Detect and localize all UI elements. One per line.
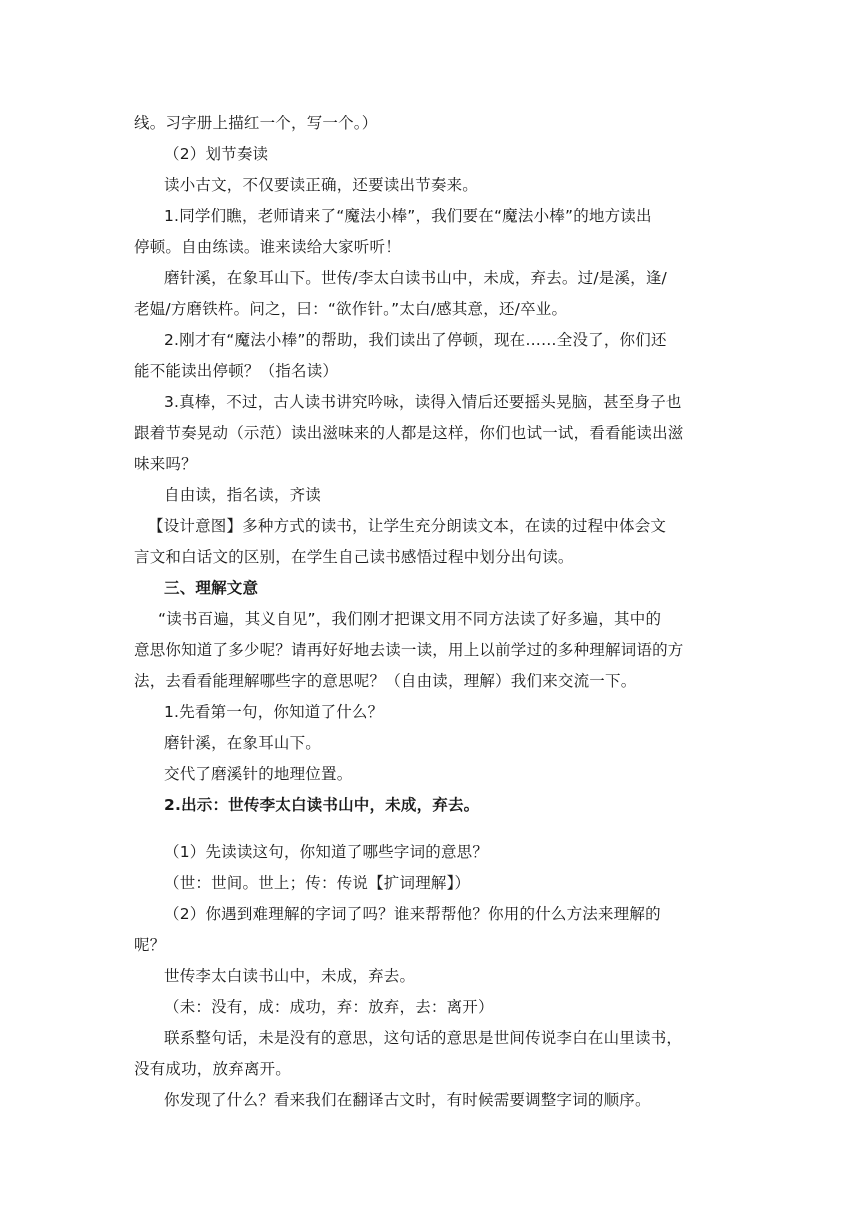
text-line: （2）划节奏读 (164, 145, 269, 163)
text-line: （1）先读读这句，你知道了哪些字词的意思？ (164, 843, 489, 861)
text-line: 1.先看第一句，你知道了什么？ (164, 703, 384, 721)
text-line: 交代了磨溪针的地理位置。 (164, 765, 353, 783)
text-line: 【设计意图】多种方式的读书，让学生充分朗读文本，在读的过程中体会文 (148, 517, 667, 535)
text-line: 味来吗？ (134, 455, 197, 473)
text-line: 联系整句话，未是没有的意思，这句话的意思是世间传说李白在山里读书， (164, 1029, 683, 1047)
text-line: 没有成功，放弃离开。 (134, 1060, 292, 1078)
text-line-bold: 2.出示：世传李太白读书山中，未成，弃去。 (164, 796, 480, 814)
text-line: 呢？ (134, 936, 166, 954)
text-line: 跟着节奏晃动（示范）读出滋味来的人都是这样，你们也试一试，看看能读出滋 (134, 424, 684, 442)
text-line: 自由读，指名读，齐读 (164, 486, 322, 504)
text-line: 意思你知道了多少呢？请再好好地去读一读，用上以前学过的多种理解词语的方 (134, 641, 684, 659)
text-line: 世传李太白读书山中，未成，弃去。 (164, 967, 416, 985)
section-heading: 三、理解文意 (164, 579, 259, 597)
text-line: （2）你遇到难理解的字词了吗？谁来帮帮他？你用的什么方法来理解的 (164, 905, 661, 923)
text-line: （世：世间。世上；传：传说【扩词理解】） (164, 874, 471, 892)
text-line: 你发现了什么？看来我们在翻译古文时，有时候需要调整字词的顺序。 (164, 1091, 651, 1109)
text-line: 老媪/方磨铁杵。问之，曰：“欲作针。”太白/感其意，还/卒业。 (134, 300, 568, 318)
text-line: “读书百遍，其义自见”，我们刚才把课文用不同方法读了好多遍，其中的 (158, 610, 662, 628)
text-line: 3.真棒，不过，古人读书讲究吟咏，读得入情后还要摇头晃脑，甚至身子也 (164, 393, 682, 411)
text-line: 法，去看看能理解哪些字的意思呢？（自由读，理解）我们来交流一下。 (134, 672, 637, 690)
text-line: 磨针溪，在象耳山下。世传/李太白读书山中，未成，弃去。过/是溪，逢/ (164, 269, 667, 287)
text-line: 言文和白话文的区别，在学生自己读书感悟过程中划分出句读。 (134, 548, 574, 566)
text-line: 磨针溪，在象耳山下。 (164, 734, 322, 752)
text-line: 读小古文，不仅要读正确，还要读出节奏来。 (164, 176, 479, 194)
text-line: 停顿。自由练读。谁来读给大家听听！ (134, 238, 401, 256)
text-line: 能不能读出停顿？（指名读） (134, 362, 339, 380)
text-line: 2.刚才有“魔法小棒”的帮助，我们读出了停顿，现在……全没了，你们还 (164, 331, 667, 349)
text-line: 1.同学们瞧，老师请来了“魔法小棒”，我们要在“魔法小棒”的地方读出 (164, 207, 652, 225)
text-line: 线。习字册上描红一个，写一个。） (134, 114, 378, 132)
text-line: （未：没有，成：成功，弃：放弃，去：离开） (164, 998, 494, 1016)
